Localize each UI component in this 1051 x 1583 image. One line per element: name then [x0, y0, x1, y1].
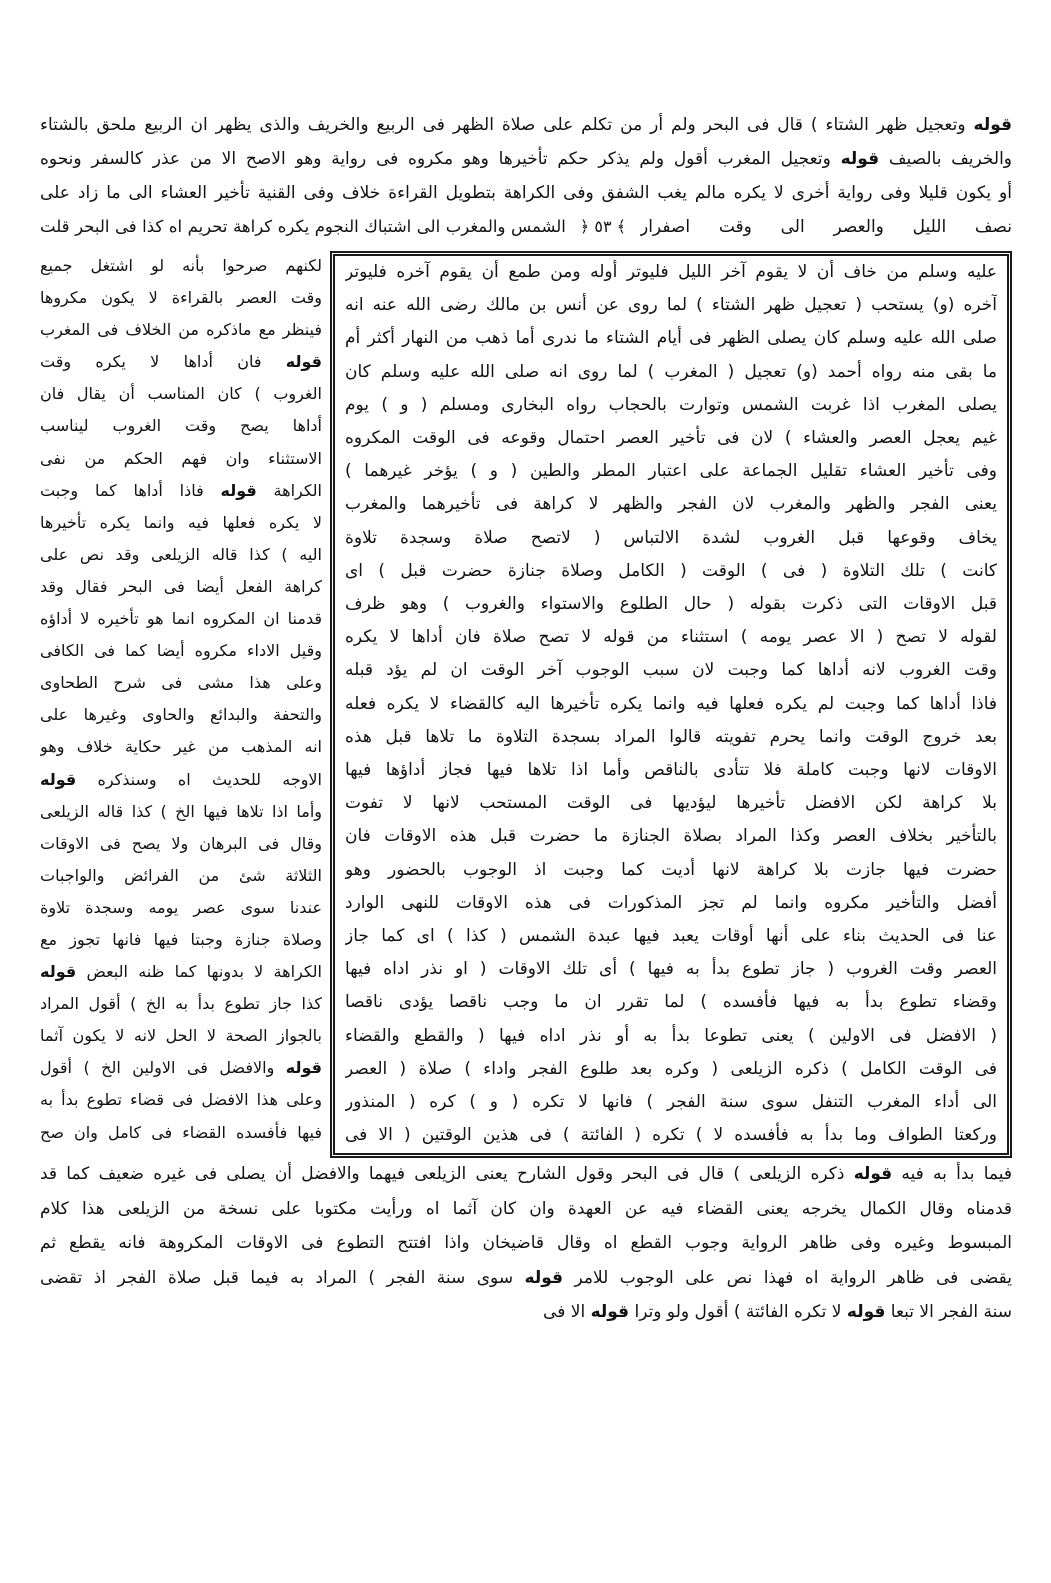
margin-commentary-line: قدمنا ان المكروه انما هو تأخيره لا أداؤه	[40, 609, 322, 629]
main-text-line: يعنى الفجر والظهر والمغرب لان الفجر والظهر لا كراهة فى تأخيرهما والمغرب	[345, 494, 997, 515]
main-text-line: لقوله لا تصح ( الا عصر يومه ) استثناء من قوله لا تصح صلاة فان أداها لا يكره	[345, 627, 997, 648]
main-text-line: غيم يعجل العصر والعشاء ) لان فى تأخير العصر احتمال وقوعه فى الوقت المكروه	[345, 428, 997, 449]
margin-commentary-line: الكراهة قوله فاذا أداها كما وجبت	[40, 480, 322, 500]
margin-commentary-line: الثلاثة شئ من الفرائض والواجبات	[40, 865, 322, 885]
margin-commentary-line: انه المذهب من غير حكاية خلاف وهو	[40, 737, 322, 757]
main-text-line: بلا كراهة لكن الافضل تأخيرها ليؤديها فى الوقت المستحب لانها لا تفوت	[345, 793, 997, 814]
qawluhu-keyword: قوله	[285, 352, 322, 372]
page-number: ﴿ ٥٣ ﴾	[579, 217, 626, 236]
commentary-line: قدمناه وقال الكمال يخرجه يعنى القضاء فيه عن العهدة وان كان آثما اه ورأيت مكتوبا على نسخة من الزيلعى هذا كلام	[40, 1198, 1012, 1219]
margin-commentary-line: الكراهة لا بدونها كما ظنه البعض قوله	[40, 962, 322, 982]
main-text-line: ما بقى منه رواه أحمد (و) تعجيل ( المغرب ) لما روى انه صلى الله عليه وسلم كان	[345, 361, 997, 382]
qawluhu-keyword: قوله	[524, 1267, 564, 1288]
margin-commentary-line: وعلى هذا الافضل فى قضاء تطوع بدأ به	[40, 1090, 322, 1110]
main-text-line: ( الافضل فى الاولين ) يعنى تطوعا بدأ به أو نذر اداه فيها ( والقطع والقضاء	[345, 1025, 997, 1046]
main-text-line: الى أداء المغرب التنفل سوى سنة الفجر ) فانها لا تكره ( و ) كره ( المنذور	[345, 1092, 997, 1113]
margin-commentary-line: بالجواز الصحة لا الحل لانه لا يكون آثما	[40, 1026, 322, 1046]
margin-commentary-line: وصلاة جنازة وجبتا فيها فانها تجوز مع	[40, 929, 322, 949]
qawluhu-keyword: قوله	[853, 1164, 893, 1184]
qawluhu-keyword: قوله	[590, 1302, 630, 1322]
running-header-line	[40, 210, 1012, 244]
margin-commentary-line: وقيل الاداء مكروه أيضا كما فى الكافى	[40, 641, 322, 661]
qawluhu-keyword: قوله	[973, 115, 1012, 135]
margin-commentary-line: قوله والافضل فى الاولين الخ ) أقول	[40, 1058, 322, 1078]
margin-commentary-line: عندنا سوى عصر يومه وسجدة تلاوة	[40, 897, 322, 917]
main-text-box	[330, 251, 1012, 1158]
margin-commentary-line: قوله فان أداها لا يكره وقت	[40, 352, 322, 372]
main-text-line: فى الوقت الكامل ) ذكره الزيلعى ( وكره بعد طلوع الفجر واداء ) صلاة ( العصر	[345, 1058, 997, 1079]
main-text-line: بعد خروج الوقت وانما يحرم تفويته قالوا المراد بسجدة التلاوة ما تلاها قبل هذه	[345, 726, 997, 747]
margin-commentary-line: لكنهم صرحوا بأنه لو اشتغل جميع	[40, 256, 322, 275]
margin-commentary-line: وأما اذا تلاها فيها الخ ) كذا قاله الزيلعى	[40, 801, 322, 821]
margin-commentary-line: اليه ) كذا قاله الزيلعى وقد نص على	[40, 544, 322, 564]
qawluhu-keyword: قوله	[40, 769, 77, 789]
main-text-line: كانت ) تلك التلاوة ( فى ) الوقت ( الكامل وصلاة جنازة حضرت قبل ) اى	[345, 560, 997, 581]
commentary-line: سنة الفجر الا تبعا قوله لا تكره الفائتة ) أقول ولو وترا قوله الا فى	[543, 1302, 1012, 1322]
main-text-line: يصلى المغرب اذا غربت الشمس وتوارت بالحجاب رواه البخارى ومسلم ( و ) يوم	[345, 394, 997, 415]
margin-commentary-line: الاوجه للحديث اه وسنذكره قوله	[40, 769, 322, 789]
main-text-line: قبل الاوقات التى ذكرت بقوله ( حال الطلوع والاستواء والغروب ) وهو ظرف	[345, 594, 997, 615]
qawluhu-keyword: قوله	[40, 962, 77, 982]
main-text-line: حضرت فيها جازت بلا كراهة لانها أديت كما وجبت اذ الوجوب بالحضور وهو	[345, 859, 997, 880]
main-text-line: الاوقات لانها وجبت كاملة فلا تتأدى بالناقص وأما اذا تلاها فيها فجاز أداؤها فيها	[345, 760, 997, 781]
margin-commentary-line: والتحفة والبدائع والحاوى وغيرها على	[40, 705, 322, 725]
bottom-commentary-block	[40, 1157, 1012, 1330]
qawluhu-keyword: قوله	[840, 149, 880, 169]
margin-commentary-line: لا يكره فعلها فيه وانما يكره تأخيرها	[40, 512, 322, 532]
qawluhu-keyword: قوله	[846, 1302, 886, 1322]
top-commentary-block	[40, 108, 1012, 244]
margin-commentary-line: فيها فأفسده القضاء فى كامل وان صح	[40, 1122, 322, 1142]
margin-commentary-column	[40, 250, 322, 1149]
main-text-line: صلى الله عليه وسلم كان يصلى الظهر فى أيام الشتاء ما ندرى أما ذهب من النهار أكثر أم	[345, 328, 997, 349]
margin-commentary-line: وعلى هذا مشى فى شرح الطحاوى	[40, 673, 322, 693]
margin-commentary-line: كذا جاز تطوع بدأ به الخ ) أقول المراد	[40, 994, 322, 1014]
commentary-line-segment: الشمس والمغرب الى اشتباك النجوم يكره كراهة تحريم اه كذا فى البحر قلت	[40, 217, 566, 236]
main-text-line: وركعتا الطواف وما بدأ به فأفسده لا ) تكره ( الفائتة ) فى هذين الوقتين ( الا فى	[345, 1125, 997, 1146]
margin-commentary-line: الغروب ) كان المناسب أن يقال فان	[40, 384, 322, 404]
qawluhu-keyword: قوله	[220, 480, 257, 500]
commentary-line: أو يكون قليلا وفى رواية أخرى لا يكره مالم يغب الشفق وفى الكراهة بتطويل القراءة خلاف وفى القنية تأخير العشاء الى ما زاد على	[40, 183, 1012, 203]
main-text-line: العصر وقت الغروب ( جاز تطوع بدأ به فيها ) أى تلك الاوقات ( او نذر اداه فيها	[345, 959, 997, 980]
main-text-line: وفى تأخير العشاء تقليل الجماعة على اعتبار المطر والطين ( و ) يؤخر غيرهما )	[345, 461, 997, 482]
commentary-line-segment: نصف الليل والعصر الى وقت اصفرار	[640, 217, 1012, 237]
main-text-line: فاذا أداها كما وجبت لم يكره فعلها فيه وانما يكره تأخيرها اليه كالقضاء لا يكره فعله	[345, 693, 997, 714]
commentary-line: المبسوط وغيره وفى ظاهر الرواية وجوب القطع اه وقال قاضيخان واذا افتتح التطوع فى الاوقات المكروهة فانه يقطع ثم	[40, 1233, 1012, 1253]
margin-commentary-line: الاستثناء وان فهم الحكم من نفى	[40, 448, 322, 468]
main-text-line: وقضاء تطوع بدأ به فيها فأفسده ) لما تقرر ان ما وجب ناقصا يؤدى ناقصا	[345, 992, 997, 1013]
commentary-line: يقضى فى ظاهر الرواية اه فهذا نص على الوجوب للامر قوله سوى سنة الفجر ) المراد به فيما قبل صلاة الفجر اذ تقضى	[40, 1267, 1012, 1288]
main-text-line: أفضل والتأخير مكروه وانما لم تجز المذكورات فى هذه الاوقات للنهى الوارد	[345, 892, 997, 913]
margin-commentary-line: وقال فى البرهان ولا يصح فى الاوقات	[40, 833, 322, 853]
main-text-line: يخاف وقوعها قبل الغروب لشدة الالتباس ( لاتصح صلاة وسجدة تلاوة	[345, 527, 997, 548]
commentary-line: فيما بدأ به فيه قوله ذكره الزيلعى ) قال فى البحر وقول الشارح يعنى الزيلعى فيهما والافضل أن يصلى فى غيره ضعيف كما قد	[40, 1164, 1012, 1184]
margin-commentary-line: وقت العصر بالقراءة لا يكون مكروها	[40, 288, 322, 308]
main-text-line: بالتأخير بخلاف العصر وكذا المراد بصلاة الجنازة ما حضرت قبل هذه الاوقات فان	[345, 826, 997, 847]
qawluhu-keyword: قوله	[285, 1058, 322, 1078]
commentary-line: قوله وتعجيل ظهر الشتاء ) قال فى البحر ولم أر من تكلم على صلاة الظهر فى الربيع والخريف والذى يظهر ان الربيع ملحق بالشتاء	[40, 115, 1012, 135]
margin-commentary-line: كراهة الفعل أيضا فى البحر فقال وقد	[40, 576, 322, 596]
main-text-line: آخره (و) يستحب ( تعجيل ظهر الشتاء ) لما روى عن أنس بن مالك رضى الله عنه انه	[345, 295, 997, 316]
commentary-line: والخريف بالصيف قوله وتعجيل المغرب أقول ولم يذكر حكم تأخيرها وهو مكروه فى رواية وهو الاصح الا من عذر كالسفر ونحوه	[40, 149, 1012, 169]
main-text-line: عنا فى الحديث بناء على أنها أوقات يعبد فيها عبدة الشمس ( كذا ) اى كما جاز	[345, 926, 997, 947]
margin-commentary-line: أداها يصح وقت الغروب ليناسب	[40, 416, 322, 436]
margin-commentary-line: فينظر مع ماذكره من الخلاف فى المغرب	[40, 320, 322, 340]
main-text-line: وقت الغروب لانه أداها كما وجبت لان سبب الوجوب آخر الوقت ان لم يؤد قبله	[345, 660, 997, 681]
main-text-line: عليه وسلم من خاف أن لا يقوم آخر الليل فليوتر أوله ومن طمع أن يقوم آخره فليوتر	[345, 262, 997, 282]
